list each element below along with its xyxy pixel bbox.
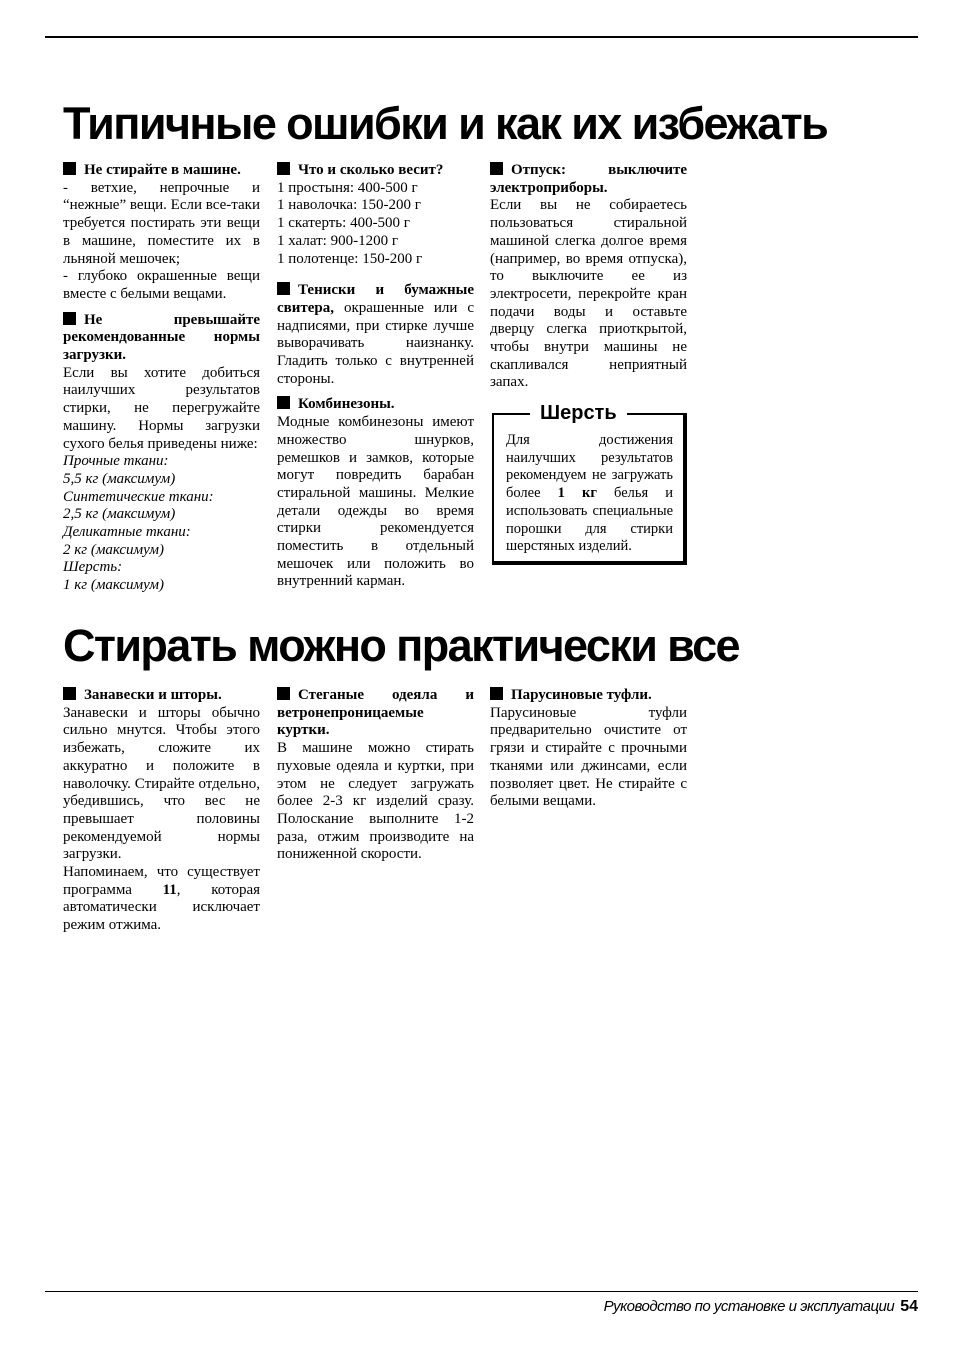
column-3-section-2	[490, 687, 687, 819]
text-quilts: В машине можно стирать пуховые одеяла и куртки, при этом не следует загружать более 2-3 кг изделий сразу. Полоскание выполните 1-2 раза, отжим производите на пониженной скорости.	[277, 740, 474, 863]
square-bullet-icon	[490, 687, 503, 700]
title-no-wash: Не стирайте в машине.	[63, 162, 260, 180]
block-overalls	[277, 396, 474, 591]
column-2	[277, 162, 474, 599]
weight-line: 1 простыня: 400-500 г	[277, 179, 418, 196]
square-bullet-icon	[277, 162, 290, 175]
load-line: Синтетические ткани:	[63, 488, 214, 505]
weight-line: 1 халат: 900-1200 г	[277, 232, 398, 249]
wool-box-text: Для достижения наилучших результатов рекомендуем не загружать более 1 кг белья и использовать специальные порошки для стирки шерстяных изделий.	[506, 432, 674, 555]
title-weights: Что и сколько весит?	[277, 162, 474, 180]
column-1-section-2	[63, 687, 260, 943]
load-line: 2 кг (максимум)	[63, 541, 164, 558]
text-no-wash: - ветхие, непрочные и “нежные” вещи. Если все-таки требуется постирать эти вещи в машине, поместите их в льняной мешочек;	[63, 179, 260, 267]
text-curtains: Занавески и шторы обычно сильно мнутся. Чтобы этого избежать, сложите их аккуратно и положите в наволочку. Стирайте отдельно, убедившись, что вес не превышает половины рекомендуемой нормы загрузки.	[63, 704, 260, 863]
column-3	[490, 162, 687, 400]
title-vacation: Отпуск: выключите электроприборы.	[490, 162, 687, 196]
weight-line: 1 наволочка: 150-200 г	[277, 197, 421, 214]
block-curtains	[63, 687, 260, 935]
load-line: 1 кг (максимум)	[63, 577, 164, 594]
load-line: 2,5 кг (максимум)	[63, 506, 176, 523]
title-tennis: Тениски и бумажные свитера,	[277, 282, 474, 316]
load-line: Шерсть:	[63, 559, 123, 576]
load-line: 5,5 кг (максимум)	[63, 470, 176, 487]
heading-washable: Стирать можно практически все	[63, 620, 739, 671]
heading-mistakes: Типичные ошибки и как их избежать	[63, 98, 828, 149]
top-rule	[45, 36, 918, 38]
load-line: Прочные ткани:	[63, 453, 169, 470]
square-bullet-icon	[277, 396, 290, 409]
text-canvas-shoes: Парусиновые туфли предварительно очистите от грязи и стирайте с прочными тканями или джинсами, если позволяет цвет. Не стирайте с белыми вещами.	[490, 704, 687, 810]
text-reminder: Напоминаем, что существует программа 11, которая автоматически исключает режим отжима.	[63, 864, 261, 934]
wool-box-title: Шерсть	[530, 401, 627, 425]
load-line: Деликатные ткани:	[63, 524, 191, 541]
footer-manual-title: Руководство по установке и эксплуатации	[603, 1298, 895, 1315]
square-bullet-icon	[277, 687, 290, 700]
text-no-wash-2: - глубоко окрашенные вещи вместе с белыми вещами.	[63, 268, 260, 302]
text-vacation: Если вы не собираетесь пользоваться стиральной машиной слегка долгое время (например, во время отпуска), то выключите ее из электросети, перекройте кран подачи воды и оставьте дверцу слегка приоткрытой, чтобы внутри машины не скапливался неприятный запах.	[490, 197, 687, 391]
block-quilts	[277, 687, 474, 864]
square-bullet-icon	[63, 312, 76, 325]
block-canvas-shoes	[490, 687, 687, 811]
block-tennis	[277, 282, 474, 388]
title-curtains: Занавески и шторы.	[63, 687, 260, 705]
block-no-wash	[63, 162, 260, 304]
block-load	[63, 312, 260, 595]
column-2-section-2	[277, 687, 474, 872]
wool-box	[492, 402, 687, 565]
weight-line: 1 скатерть: 400-500 г	[277, 215, 410, 232]
weight-line: 1 полотенце: 150-200 г	[277, 250, 423, 267]
block-weights	[277, 162, 474, 268]
title-overalls: Комбинезоны.	[277, 396, 474, 414]
square-bullet-icon	[63, 687, 76, 700]
title-load: Не превышайте рекомендованные нормы загрузки.	[63, 311, 260, 364]
column-1	[63, 162, 260, 603]
square-bullet-icon	[490, 162, 503, 175]
page-footer	[604, 1297, 918, 1317]
title-canvas-shoes: Парусиновые туфли.	[490, 687, 687, 705]
text-load: Если вы хотите добиться наилучших результатов стирки, не перегружайте машину. Нормы загрузки сухого белья приведены ниже:	[63, 364, 260, 452]
square-bullet-icon	[277, 282, 290, 295]
bottom-rule	[45, 1291, 918, 1292]
text-tennis: Тениски и бумажные свитера, окрашенные или с надписями, при стирке лучше выворачивать наизнанку. Гладить только с внутренней стороны.	[277, 282, 474, 387]
title-quilts: Стеганые одеяла и ветронепроницаемые куртки.	[277, 687, 474, 739]
block-vacation	[490, 162, 687, 392]
text-overalls: Модные комбинезоны имеют множество шнурков, ремешков и замков, которые могут повредить барабан стиральной машины. Мелкие детали одежды во время стирки рекомендуется поместить в отдельный мешочек или положить во внутренний карман.	[277, 414, 474, 590]
square-bullet-icon	[63, 162, 76, 175]
page-number: 54	[900, 1298, 918, 1315]
